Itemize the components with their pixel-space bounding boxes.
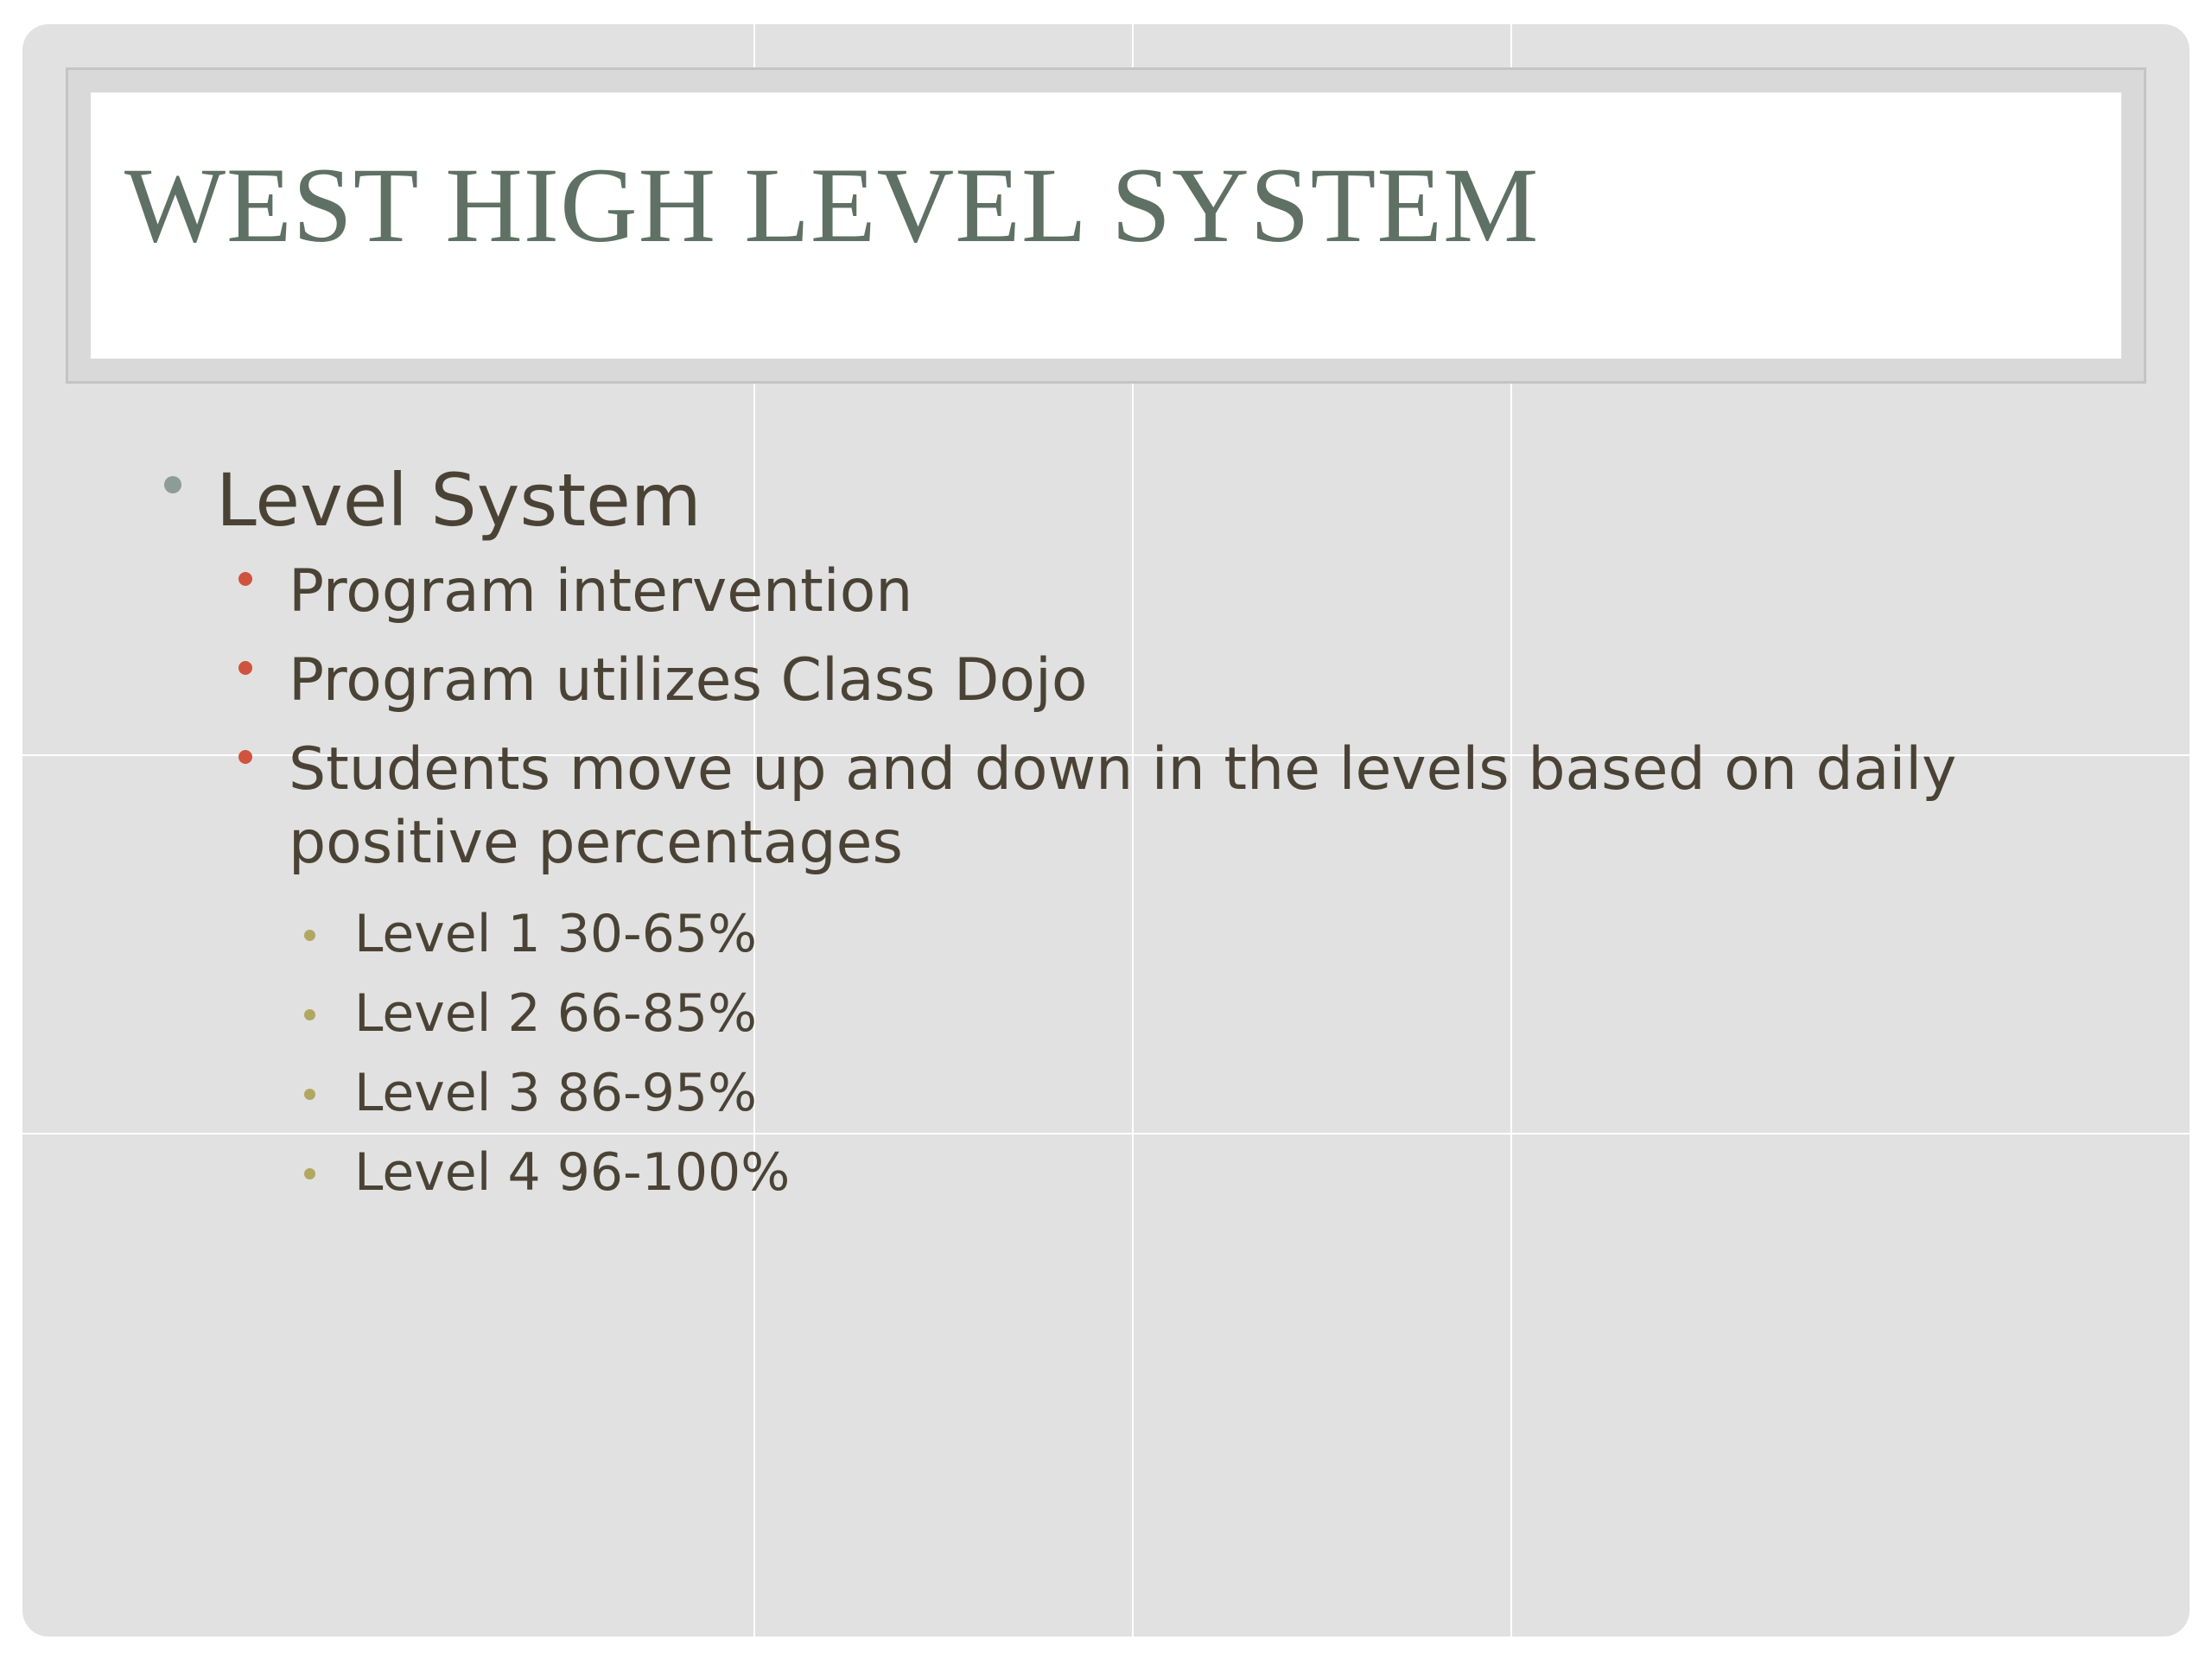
bullet-students-move-line1: Students move up and down in the levels based on daily bbox=[289, 735, 1957, 804]
slide-body bbox=[22, 24, 2190, 1637]
level-4-range: Level 4 96-100% bbox=[354, 1142, 791, 1203]
bullet-program-intervention: Program intervention bbox=[289, 557, 913, 626]
bullet-dot-level3 bbox=[304, 1089, 315, 1100]
bullet-dot-level2 bbox=[238, 572, 252, 586]
bullet-dot-level2 bbox=[238, 750, 252, 764]
level-2-range: Level 2 66-85% bbox=[354, 983, 758, 1044]
bullet-dot-level3 bbox=[304, 1168, 315, 1179]
bullet-class-dojo: Program utilizes Class Dojo bbox=[289, 646, 1088, 715]
bullet-dot-level2 bbox=[238, 661, 252, 675]
slide-title: WEST HIGH LEVEL SYSTEM bbox=[124, 146, 1540, 264]
bullet-level-system: Level System bbox=[216, 458, 702, 543]
bullet-dot-level3 bbox=[304, 930, 315, 941]
level-3-range: Level 3 86-95% bbox=[354, 1063, 758, 1123]
level-1-range: Level 1 30-65% bbox=[354, 904, 758, 964]
slide bbox=[22, 24, 2190, 1637]
bullet-dot-level3 bbox=[304, 1009, 315, 1020]
bullet-students-move-line2: positive percentages bbox=[289, 809, 903, 877]
bullet-dot-level1 bbox=[164, 476, 181, 493]
